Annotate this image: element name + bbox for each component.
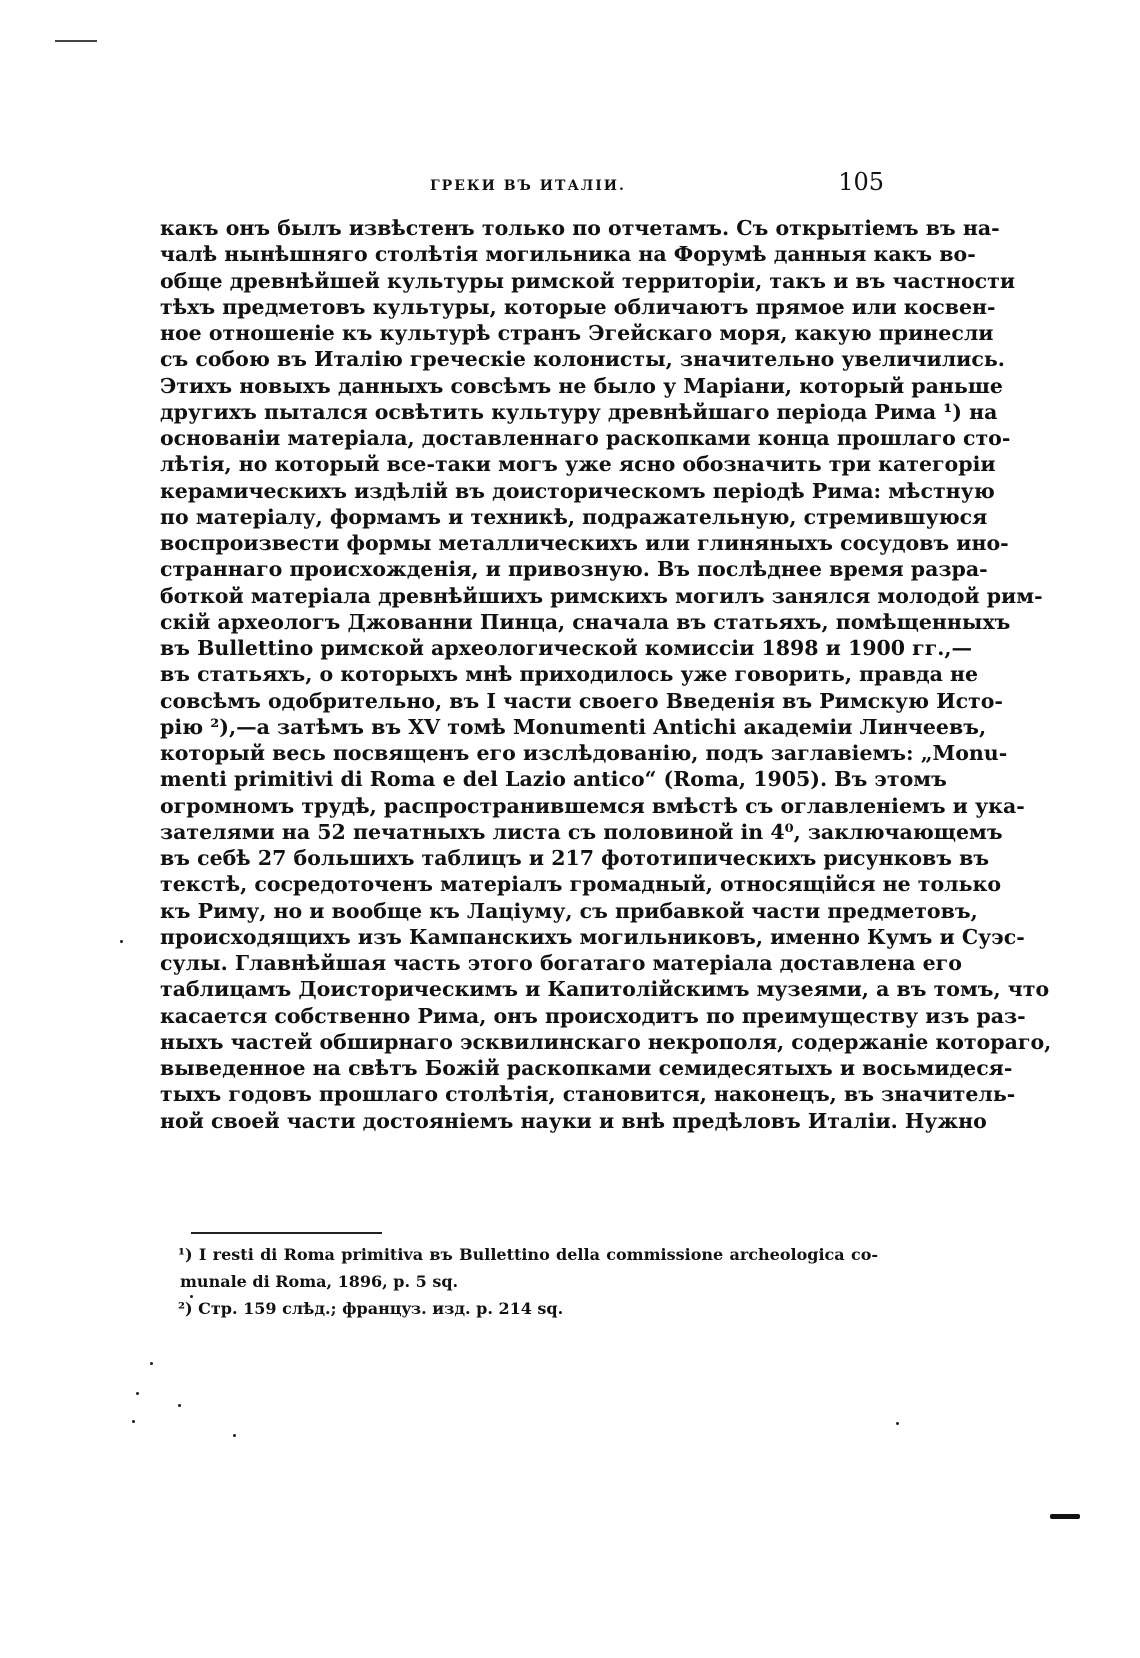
scan-speck	[120, 940, 123, 943]
scan-speck	[896, 1422, 899, 1425]
text-line: Этихъ новыхъ данныхъ совсѣмъ не было у Маріани, который раньше	[160, 373, 1003, 398]
scan-speck	[136, 1392, 139, 1395]
footnote-1: ¹) I resti di Roma primitiva въ Bullettino della commissione archeologica co-	[178, 1245, 878, 1264]
scan-speck	[233, 1434, 236, 1437]
text-line: касается собственно Рима, онъ происходитъ по преимуществу изъ раз-	[160, 1003, 1026, 1028]
body-text	[160, 215, 1052, 1134]
text-line: скій археологъ Джованни Пинца, сначала въ статьяхъ, помѣщенныхъ	[160, 609, 1011, 634]
scan-speck	[178, 1404, 181, 1407]
text-line: ное отношеніе къ культурѣ странъ Эгейскаго моря, какую принесли	[160, 321, 994, 345]
text-line: который весь посвященъ его изслѣдованію, подъ заглавіемъ: „Monu-	[160, 741, 1008, 765]
text-line: menti primitivi di Roma e del Lazio antico“ (Roma, 1905). Въ этомъ	[160, 767, 947, 792]
text-line: обще древнѣйшей культуры римской территоріи, такъ и въ частности	[160, 268, 1016, 293]
text-line: происходящихъ изъ Кампанскихъ могильниковъ, именно Кумъ и Суэс-	[160, 924, 1025, 949]
text-line: съ собою въ Италію греческіе колонисты, значительно увеличились.	[160, 347, 1005, 372]
text-line: ныхъ частей обширнаго эсквилинскаго некрополя, содержаніе котораго,	[160, 1029, 1052, 1054]
text-line: боткой матеріала древнѣйшихъ римскихъ могилъ занялся молодой рим-	[160, 583, 1043, 608]
text-line: сулы. Главнѣйшая часть этого богатаго матеріала доставлена его	[160, 951, 962, 975]
text-line: керамическихъ издѣлій въ доисторическомъ періодѣ Рима: мѣстную	[160, 478, 995, 503]
text-line: воспроизвести формы металлическихъ или глиняныхъ сосудовъ ино-	[160, 531, 1009, 555]
text-line: текстѣ, сосредоточенъ матеріалъ громадный, относящійся не только	[160, 872, 1002, 897]
running-head: ГРЕКИ ВЪ ИТАЛІИ.	[430, 178, 626, 194]
text-line: выведенное на свѣтъ Божій раскопками семидесятыхъ и восьмидеся-	[160, 1056, 1013, 1080]
scan-speck	[150, 1362, 153, 1365]
scan-artifact-line	[55, 40, 97, 42]
text-line: какъ онъ былъ извѣстенъ только по отчетамъ. Съ открытіемъ въ на-	[160, 216, 1000, 240]
footnote-2: ²) Стр. 159 слѣд.; францyз. изд. p. 214 sq.	[178, 1299, 564, 1318]
text-line: огромномъ трудѣ, распространившемся вмѣстѣ съ оглавленіемъ и ука-	[160, 793, 1025, 818]
text-line: ной своей части достояніемъ науки и внѣ предѣловъ Италіи. Нужно	[160, 1108, 987, 1133]
scan-artifact-mark	[1050, 1514, 1080, 1519]
footnote-divider	[191, 1232, 382, 1234]
text-line: тѣхъ предметовъ культуры, которые обличаютъ прямое или косвен-	[160, 294, 996, 319]
scan-speck	[132, 1420, 135, 1423]
text-line: чалѣ нынѣшняго столѣтія могильника на Форумѣ данныя какъ во-	[160, 242, 976, 267]
text-line: лѣтія, но который все-таки могъ уже ясно обозначить три категоріи	[160, 452, 996, 477]
text-line: въ статьяхъ, о которыхъ мнѣ приходилось уже говорить, правда не	[160, 662, 979, 687]
text-line: рію ²),—а затѣмъ въ XV томѣ Monumenti Antichi академіи Линчеевъ,	[160, 714, 987, 739]
text-line: другихъ пытался освѣтить культуру древнѣйшаго періода Рима ¹) на	[160, 399, 998, 424]
text-line: совсѣмъ одобрительно, въ I части своего Введенія въ Римскую Исто-	[160, 688, 1003, 713]
text-line: таблицамъ Доисторическимъ и Капитолійскимъ музеями, а въ томъ, что	[160, 977, 1050, 1002]
text-line: тыхъ годовъ прошлаго столѣтія, становится, наконецъ, въ значитель-	[160, 1082, 1016, 1107]
text-line: въ Bullettino римской археологической комиссіи 1898 и 1900 гг.,—	[160, 636, 973, 660]
text-line: къ Риму, но и вообще къ Лаціуму, съ прибавкой части предметовъ,	[160, 898, 978, 923]
text-line: зателями на 52 печатныхъ листа съ половиной in 4⁰, заключающемъ	[160, 819, 1003, 844]
page-number: 105	[838, 168, 884, 196]
text-line: основаніи матеріала, доставленнаго раскопками конца прошлаго сто-	[160, 426, 1011, 450]
footnotes	[178, 1241, 878, 1322]
footnote-1-continued: munale di Roma, 1896, p. 5 sq.	[180, 1272, 459, 1291]
text-line: по матеріалу, формамъ и техникѣ, подражательную, стремившуюся	[160, 504, 988, 529]
text-line: страннаго происхожденія, и привозную. Въ послѣднее время разра-	[160, 557, 988, 582]
text-line: въ себѣ 27 большихъ таблицъ и 217 фототипическихъ рисунковъ въ	[160, 846, 990, 870]
page-header	[172, 166, 884, 206]
